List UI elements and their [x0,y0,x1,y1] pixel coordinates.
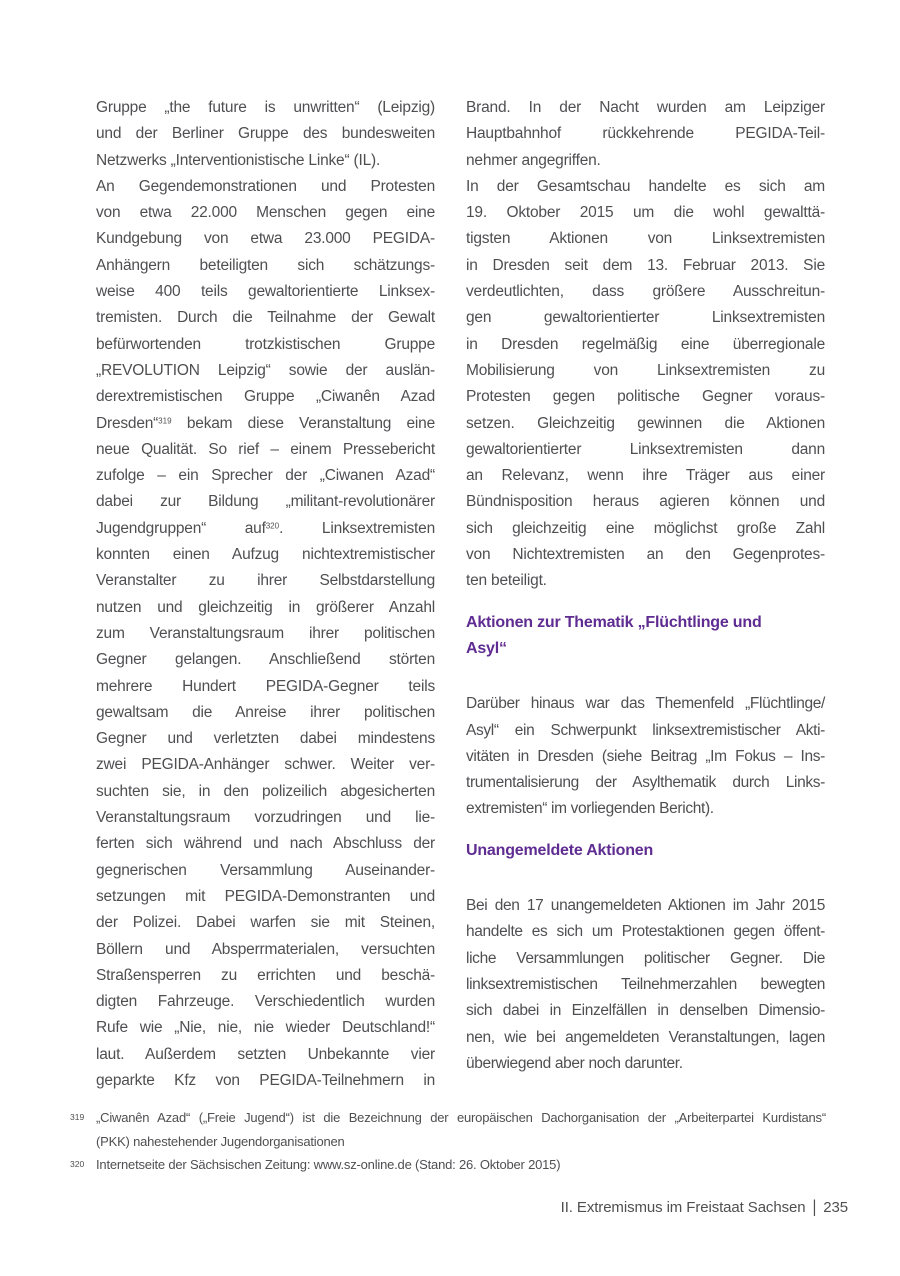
footnote-reference: 320 [265,521,280,531]
paragraph [466,691,825,822]
text-line: In der Gesamtschau handelte es sich am [466,177,825,195]
footnotes [70,1106,826,1177]
paragraph [96,95,435,174]
footnote-line: „Ciwanên Azad“ („Freie Jugend“) ist die Bezeichnung der europäischen Dachorganisation der „Arbeiterpartei Kurdistans“ [96,1110,826,1125]
text-line: Böllern und Absperrmaterialen, versuchten [96,940,435,958]
text-line: neue Qualität. So rief – einem Pressebericht [96,440,435,458]
text-line: geparkte Kfz von PEGIDA-Teilnehmern in [96,1071,435,1089]
text-line: Veranstalter zu ihrer Selbstdarstellung [96,572,435,590]
text-line: gen gewaltorientierter Linksextremisten [466,309,825,327]
text-line: nehmer angegriffen. [466,151,601,169]
section-heading [466,838,825,864]
text-line: Kundgebung von etwa 23.000 PEGIDA- [96,230,435,248]
text-line: derextremistischen Gruppe „Ciwanên Azad [96,388,435,406]
heading-line: Aktionen zur Thematik „Flüchtlinge und [466,613,762,631]
text-line: befürwortenden trotzkistischen Gruppe [96,335,435,353]
text-line: in Dresden regelmäßig eine überregionale [466,335,825,353]
text-line: liche Versammlungen politischer Gegner. Die [466,949,825,967]
paragraph [96,174,435,1094]
footnote-item [70,1106,826,1153]
text-line: an Relevanz, wenn ihre Träger aus einer [466,467,825,485]
footer-page-number: 235 [823,1199,848,1216]
text-line: ferten sich während und nach Abschluss der [96,835,435,853]
text-line: von etwa 22.000 Menschen gegen eine [96,204,435,222]
two-column-text [96,95,825,1094]
text-line: Brand. In der Nacht wurden am Leipziger [466,99,825,116]
text-line: gewaltorientierter Linksextremisten dann [466,440,825,458]
footnote-line: (PKK) nahestehender Jugendorganisationen [96,1133,345,1149]
text-line: Straßensperren zu errichten und beschä- [96,966,435,984]
text-line: Jugendgruppen“ auf$^{320}$. Linksextremisten [96,519,435,537]
footnote-line: Internetseite der Sächsischen Zeitung: www.sz-online.de (Stand: 26. Oktober 2015) [96,1157,561,1172]
text-line: dabei zur Bildung „militant-revolutionärer [96,493,435,511]
text-line: Gegner und verletzten dabei mindestens [96,730,435,748]
page-footer [561,1199,848,1216]
text-line: Bündnisposition heraus agieren können und [466,493,825,511]
text-line: Mobilisierung von Linksextremisten zu [466,361,825,379]
text-line: Anhängern beteiligten sich schätzungs- [96,256,435,274]
text-line: weise 400 teils gewaltorientierte Linksex- [96,283,435,301]
text-line: Rufe wie „Nie, nie, nie wieder Deutschland!“ [96,1019,435,1037]
text-line: handelte es sich um Protestaktionen gegen öffent- [466,923,825,941]
section-heading [466,610,825,663]
text-line: linksextremistischen Teilnehmerzahlen bewegten [466,975,825,993]
footnote-item [70,1153,826,1177]
text-line: und der Berliner Gruppe des bundesweiten [96,125,435,143]
heading-line: Asyl“ [466,639,507,657]
text-line: überwiegend aber noch darunter. [466,1054,683,1072]
text-line: von Nichtextremisten an den Gegenprotes- [466,546,825,564]
text-line: ten beteiligt. [466,572,547,590]
text-line: konnten einen Aufzug nichtextremistischer [96,546,435,564]
text-line: setzungen mit PEGIDA-Demonstranten und [96,887,435,905]
text-line: 19. Oktober 2015 um die wohl gewalttä- [466,204,825,222]
text-line: gewaltsam die Anreise ihrer politischen [96,703,435,721]
heading-line: Unangemeldete Aktionen [466,841,654,859]
footnote-marker: 319 [70,1112,85,1122]
text-line: gegnerischen Versammlung Auseinander- [96,861,435,879]
text-line: zwei PEGIDA-Anhänger schwer. Weiter ver- [96,756,435,774]
text-line: nen, wie bei angemeldeten Veranstaltungen, lagen [466,1028,825,1046]
text-line: mehrere Hundert PEGIDA-Gegner teils [96,677,435,695]
text-line: Dresden“$^{319}$ bekam diese Veranstaltung eine [96,414,435,432]
footer-divider: | [812,1197,817,1218]
text-line: tremisten. Durch die Teilnahme der Gewalt [96,309,435,327]
text-line: verdeutlichten, dass größere Ausschreitun- [466,283,825,301]
text-line: in Dresden seit dem 13. Februar 2013. Sie [466,256,825,274]
text-line: vitäten in Dresden (siehe Beitrag „Im Fokus – Ins- [466,747,825,765]
text-line: Gruppe „the future is unwritten“ (Leipzig) [96,99,435,116]
text-line: zufolge – ein Sprecher der „Ciwanen Azad“ [96,467,435,485]
text-line: Bei den 17 unangemeldeten Aktionen im Jahr 2015 [466,897,825,915]
text-line: An Gegendemonstrationen und Protesten [96,177,435,195]
paragraph [466,893,825,1077]
text-line: zum Veranstaltungsraum ihrer politischen [96,624,435,642]
paragraph [466,95,825,174]
footnote-marker: 320 [70,1159,85,1169]
text-line: laut. Außerdem setzten Unbekannte vier [96,1045,435,1063]
text-line: suchten sie, in den polizeilich abgesicherten [96,782,435,800]
text-line: trumentalisierung der Asylthematik durch Links- [466,774,825,792]
text-line: sich dabei in Einzelfällen in denselben Dimensio- [466,1002,825,1020]
text-line: „REVOLUTION Leipzig“ sowie der auslän- [96,361,435,379]
text-line: Netzwerks „Interventionistische Linke“ (IL). [96,151,381,169]
footnote-reference: 319 [158,416,172,426]
text-line: Veranstaltungsraum vorzudringen und lie- [96,809,435,827]
text-line: Hauptbahnhof rückkehrende PEGIDA-Teil- [466,125,825,143]
text-line: der Polizei. Dabei warfen sie mit Steinen, [96,914,435,932]
left-column [96,95,435,1094]
right-column [466,95,825,1094]
text-line: Darüber hinaus war das Themenfeld „Flüchtlinge/ [466,695,825,713]
text-line: digten Fahrzeuge. Verschiedentlich wurden [96,993,435,1011]
text-line: Asyl“ ein Schwerpunkt linksextremistischer Akti- [466,721,825,739]
text-line: extremisten“ im vorliegenden Bericht). [466,800,714,818]
text-line: sich gleichzeitig eine möglichst große Zahl [466,519,825,537]
text-line: Gegner gelangen. Anschließend störten [96,651,435,669]
footer-section-label: II. Extremismus im Freistaat Sachsen [560,1199,806,1216]
text-line: Protesten gegen politische Gegner voraus- [466,388,825,406]
text-line: tigsten Aktionen von Linksextremisten [466,230,825,248]
text-line: setzen. Gleichzeitig gewinnen die Aktionen [466,414,825,432]
paragraph [466,174,825,595]
text-line: nutzen und gleichzeitig in größerer Anzahl [96,598,435,616]
